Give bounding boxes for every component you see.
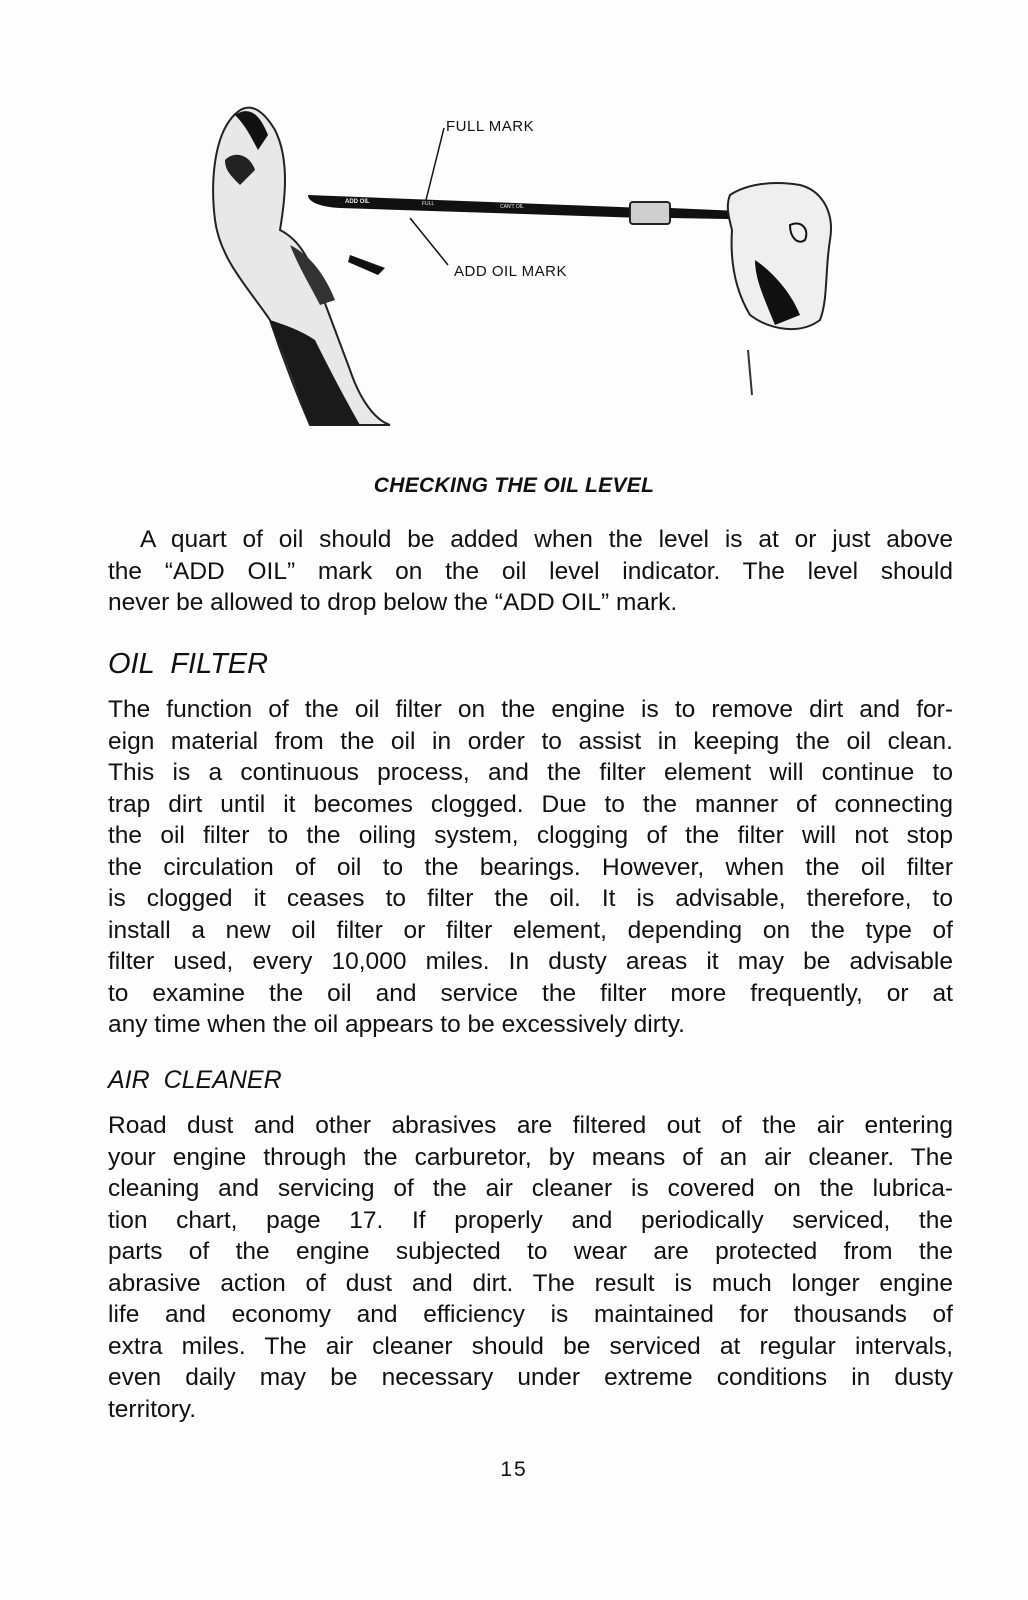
text-line: even daily may be necessary under extreme conditions in dusty <box>108 1364 953 1391</box>
figure-caption: CHECKING THE OIL LEVEL <box>373 474 655 497</box>
text-line: The function of the oil filter on the engine is to remove dirt and for- <box>108 696 953 723</box>
text-line: the “ADD OIL” mark on the oil level indicator. The level should <box>108 557 953 585</box>
text-line: the circulation of oil to the bearings. However, when the oil filter <box>108 853 953 881</box>
text-line: extra miles. The air cleaner should be serviced at regular intervals, <box>108 1332 953 1360</box>
text-line: cleaning and servicing of the air cleaner is covered on the lubrica- <box>108 1175 953 1202</box>
page-number: 15 <box>500 1458 528 1481</box>
air-cleaner-paragraph <box>108 1110 953 1425</box>
text-line: A quart of oil should be added when the level is at or just above <box>140 526 953 553</box>
text-line: abrasive action of dust and dirt. The result is much longer engine <box>108 1269 953 1297</box>
text-line: install a new oil filter or filter element, depending on the type of <box>108 916 953 944</box>
svg-text:FULL: FULL <box>422 201 435 207</box>
add-oil-mark-leader <box>410 218 448 265</box>
text-line: eign material from the oil in order to assist in keeping the oil clean. <box>108 727 953 755</box>
intro-paragraph <box>108 524 953 619</box>
air-cleaner-heading: AIR CLEANER <box>108 1066 282 1094</box>
full-mark-leader <box>426 128 444 200</box>
text-line: the oil filter to the oiling system, clogging of the filter will not stop <box>108 822 953 849</box>
text-line: territory. <box>108 1395 197 1423</box>
text-line: life and economy and efficiency is maintained for thousands of <box>108 1301 953 1328</box>
text-line: parts of the engine subjected to wear are protected from the <box>108 1238 953 1265</box>
oil-filter-heading: OIL FILTER <box>108 648 269 680</box>
text-line: tion chart, page 17. If properly and periodically serviced, the <box>108 1206 953 1234</box>
text-line: any time when the oil appears to be excessively dirty. <box>108 1011 685 1038</box>
text-line: This is a continuous process, and the filter element will continue to <box>108 759 953 786</box>
dipstick-photo <box>200 90 850 430</box>
dipstick-illustration <box>200 90 850 430</box>
add-oil-mark-callout: ADD OIL MARK <box>454 263 567 280</box>
full-mark-callout: FULL MARK <box>446 118 535 135</box>
text-line: filter used, every 10,000 miles. In dusty areas it may be advisable <box>108 948 953 975</box>
text-line: never be allowed to drop below the “ADD OIL” mark. <box>108 589 678 616</box>
text-line: to examine the oil and service the filter more frequently, or at <box>108 979 953 1007</box>
oil-filter-paragraph <box>108 694 953 1041</box>
text-line: Road dust and other abrasives are filtered out of the air entering <box>108 1112 953 1139</box>
text-line: your engine through the carburetor, by means of an air cleaner. The <box>108 1143 953 1171</box>
text-line: trap dirt until it becomes clogged. Due to the manner of connecting <box>108 790 953 818</box>
text-line: is clogged it ceases to filter the oil. It is advisable, therefore, to <box>108 885 953 912</box>
dipstick-add-oil-label: ADD OIL <box>345 199 370 205</box>
svg-text:CAN'T OIL: CAN'T OIL <box>500 204 524 210</box>
